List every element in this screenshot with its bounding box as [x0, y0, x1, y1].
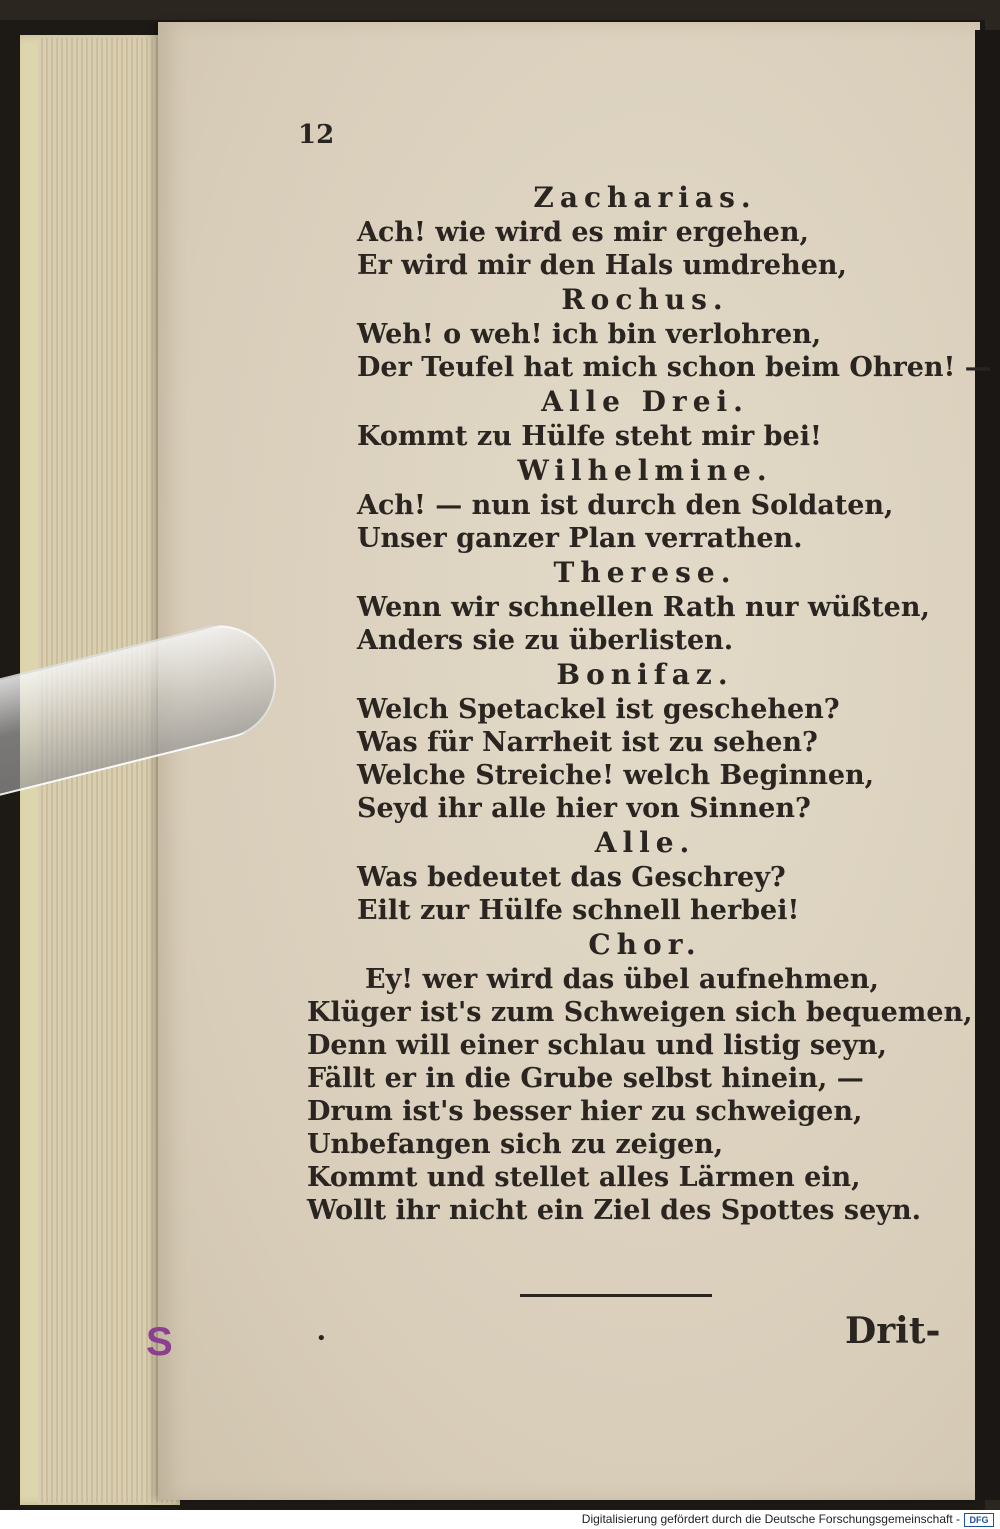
play-text — [295, 180, 992, 1227]
verse-line: Ach! wie wird es mir ergehen, — [357, 217, 809, 248]
verse-line: Fällt er in die Grube selbst hinein, — — [307, 1063, 864, 1094]
verse-line: Ey! wer wird das übel aufnehmen, — [365, 964, 879, 995]
page-mark: • — [316, 1328, 327, 1349]
verse-line: Drum ist's besser hier zu schweigen, — [307, 1096, 863, 1127]
dialogue-section — [295, 657, 955, 825]
verse-line: Seyd ihr alle hier von Sinnen? — [357, 793, 811, 824]
speaker-name: Alle. — [594, 826, 696, 859]
funding-note: Digitalisierung gefördert durch die Deutsche Forschungsgemeinschaft - — [581, 1512, 960, 1526]
dfg-logo: DFG — [964, 1513, 994, 1527]
verse-line: Weh! o weh! ich bin verlohren, — [357, 319, 822, 350]
speaker-name: Therese. — [553, 556, 737, 589]
speaker-name: Chor. — [588, 928, 702, 961]
verse-line: Kommt zu Hülfe steht mir bei! — [357, 421, 822, 452]
library-stamp: S — [146, 1320, 173, 1364]
dialogue-section — [295, 384, 955, 453]
speaker-name: Zacharias. — [533, 181, 757, 214]
speaker-name: Rochus. — [561, 283, 729, 316]
section-divider — [520, 1294, 712, 1297]
verse-line: Der Teufel hat mich schon beim Ohren! — — [357, 352, 992, 383]
page-number: 12 — [298, 120, 335, 150]
verse-line: Welch Spetackel ist geschehen? — [357, 694, 840, 725]
catchword: Drit- — [845, 1310, 941, 1352]
verse-line: Klüger ist's zum Schweigen sich bequemen, — [307, 997, 973, 1028]
chorus-section — [295, 927, 973, 1227]
verse-line: Wollt ihr nicht ein Ziel des Spottes seyn. — [307, 1195, 921, 1226]
speaker-name: Alle Drei. — [541, 385, 749, 418]
verse-line: Anders sie zu überlisten. — [357, 625, 734, 656]
dialogue-section — [295, 825, 955, 927]
verse-line: Eilt zur Hülfe schnell herbei! — [357, 895, 800, 926]
scan-footer — [0, 1510, 1000, 1529]
verse-line: Kommt und stellet alles Lärmen ein, — [307, 1162, 861, 1193]
verse-line: Er wird mir den Hals umdrehen, — [357, 250, 847, 281]
verse-line: Was bedeutet das Geschrey? — [357, 862, 786, 893]
dialogue-sections — [295, 180, 992, 927]
verse-line: Unbefangen sich zu zeigen, — [307, 1129, 724, 1160]
verse-line: Unser ganzer Plan verrathen. — [357, 523, 803, 554]
speaker-name: Wilhelmine. — [517, 454, 773, 487]
verse-line: Welche Streiche! welch Beginnen, — [357, 760, 875, 791]
dialogue-section — [295, 282, 992, 384]
scan-background — [975, 30, 1000, 1500]
verse-line: Denn will einer schlau und listig seyn, — [307, 1030, 887, 1061]
dialogue-section — [295, 453, 955, 555]
speaker-name: Bonifaz. — [556, 658, 734, 691]
dialogue-section — [295, 180, 955, 282]
dialogue-section — [295, 555, 955, 657]
verse-line: Ach! — nun ist durch den Soldaten, — [357, 490, 894, 521]
verse-line: Was für Narrheit ist zu sehen? — [357, 727, 818, 758]
verse-line: Wenn wir schnellen Rath nur wüßten, — [357, 592, 930, 623]
